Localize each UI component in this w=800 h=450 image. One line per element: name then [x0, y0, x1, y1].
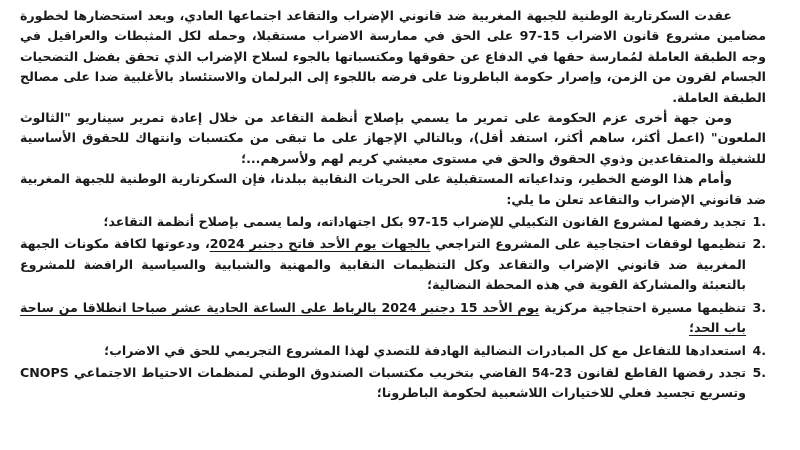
underlined-date-location: بالجهات يوم الأحد فاتح دجنبر 2024 — [209, 236, 431, 252]
pension-reform-paragraph: ومن جهة أخرى عزم الحكومة على تمرير ما يسمي بإصلاح أنظمة التقاعد من خلال إعادة تمرير سيناريو "الثالوث الملعون" (اعمل أكثر، ساهم أكثر، استفد أقل)، وبالتالي الإجهاز على ما تبقى من مكتسبات وانتهاك للحقوق الأساسية للشغيلة والمتقاعدين وذوي الحقوق والحق في مستوى معيشي كريم لهم ولأسرهم...؛ — [20, 110, 766, 166]
list-item — [20, 212, 766, 232]
list-item-text — [20, 298, 746, 339]
list-item — [20, 363, 766, 404]
list-item-text — [20, 341, 746, 361]
list-item-number: 2. — [752, 236, 766, 252]
list-item — [20, 234, 766, 295]
declaration-paragraph: وأمام هذا الوضع الخطير، وتداعياته المستقبلية على الحريات النقابية ببلدنا، فإن السكرتارية الوطنية للجبهة المغربية ضد قانوني الإضراب والتقاعد تعلن ما يلي: — [20, 171, 766, 207]
list-item-text — [20, 234, 746, 295]
list-item — [20, 298, 766, 339]
list-item-number: 1. — [752, 214, 766, 230]
list-item-text-part: ، ودعوتها لكافة مكونات الجبهة المغربية ضد قانوني الإضراب والتقاعد وكل التنظيمات النقابية والمهنية والشبابية والسياسية الرافضة للمشروع بالتعبئة والمشاركة القوية في هذه المحطة النضالية؛ — [20, 236, 746, 293]
list-item-number: 3. — [752, 299, 766, 315]
demands-list — [20, 212, 766, 404]
list-item-text-part: تنظيمها لوقفات احتجاجية على المشروع التراجعي — [430, 236, 746, 252]
list-item-text-part: تجدد رفضها القاطع لقانون 23-54 القاضي بتخريب مكتسبات الصندوق الوطني لمنظمات الاحتياط الاجتماعي CNOPS وتسريع تجسيد فعلي للاختيارات اللاشعبية لحكومة الباطرونا؛ — [20, 364, 746, 401]
list-item — [20, 341, 766, 361]
list-item-text-part: تنظيمها مسيرة احتجاجية مركزية — [539, 299, 746, 315]
intro-paragraph: عقدت السكرتارية الوطنية للجبهة المغربية ضد قانوني الإضراب والتقاعد اجتماعها العادي، وبعد استحضارها لخطورة مضامين مشروع قانون الاضراب 15-97 على الحق في ممارسة الاضراب مستقبلا، وحمله لكل المثبطات والعراقيل في وجه الطبقة العاملة لمُمارسة حقها في الدفاع عن حقوقها ومكتسباتها بالجوء لسلاح الإضراب الذي تحقق بفضل التضحيات الجسام لقرون من الزمن، وإصرار حكومة الباطرونا على فرضه باللجوء إلى البرلمان والاستئساد بالأغلبية ضدا على مصالح الطبقة العاملة. — [20, 8, 767, 105]
list-item-text-part: تجديد رفضها لمشروع القانون التكبيلي للإضراب 15-97 بكل اجتهاداته، ولما يسمى بإصلاح أنظمة التقاعد؛ — [103, 214, 746, 230]
list-item-text-part: استعدادها للتفاعل مع كل المبادرات النضالية الهادفة للتصدي لهذا المشروع التجريمي للحق في الاضراب؛ — [104, 342, 746, 358]
list-item-text — [20, 212, 746, 232]
underlined-date-location: يوم الأحد 15 دجنبر 2024 بالرباط على الساعة الحادية عشر صباحا انطلاقا من ساحة باب الحد؛ — [20, 299, 746, 336]
list-item-number: 5. — [752, 364, 766, 380]
list-item-text — [20, 363, 746, 404]
list-item-number: 4. — [752, 342, 766, 358]
